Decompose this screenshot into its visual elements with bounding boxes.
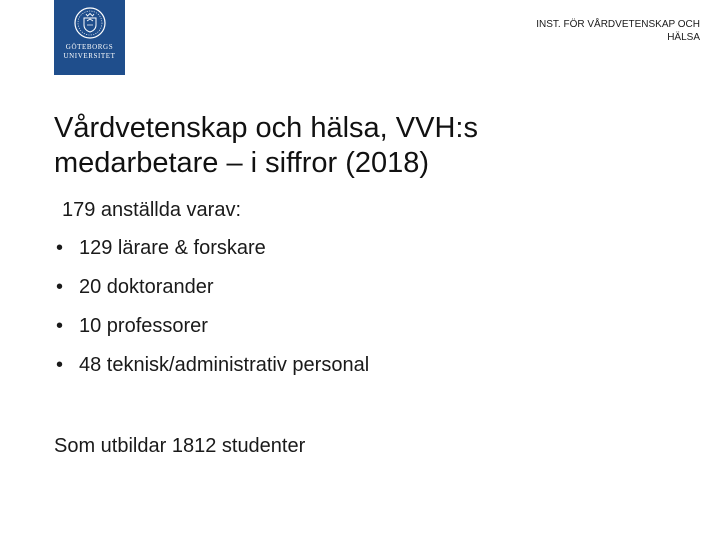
bullet-dot: •	[56, 237, 64, 259]
department-header	[440, 18, 700, 44]
logo-text-line-1: GÖTEBORGS	[65, 43, 114, 51]
department-header-line-2: HÄLSA	[667, 32, 700, 43]
bullet-dot: •	[56, 354, 64, 376]
intro-text: 179 anställda varav:	[62, 199, 242, 221]
bullet-dot: •	[56, 315, 64, 337]
slide-title-line-1: Vårdvetenskap och hälsa, VVH:s	[54, 112, 478, 144]
list-item-text: 48 teknisk/administrativ personal	[79, 354, 370, 376]
logo-text-line-2: UNIVERSITET	[63, 52, 116, 60]
department-header-line-1: INST. FÖR VÅRDVETENSKAP OCH	[536, 19, 700, 30]
university-seal-icon	[73, 6, 107, 40]
list-item-text: 20 doktorander	[79, 276, 214, 298]
slide-title-line-2: medarbetare – i siffror (2018)	[54, 147, 430, 179]
slide-title	[54, 111, 674, 181]
students-summary: Som utbildar 1812 studenter	[54, 435, 306, 457]
list-item	[54, 236, 369, 275]
list-item-text: 129 lärare & forskare	[79, 237, 266, 259]
list-item	[54, 353, 369, 392]
bullet-list	[54, 236, 369, 392]
list-item-text: 10 professorer	[79, 315, 208, 337]
university-logo	[54, 0, 125, 75]
bullet-dot: •	[56, 276, 64, 298]
list-item	[54, 275, 369, 314]
list-item	[54, 314, 369, 353]
